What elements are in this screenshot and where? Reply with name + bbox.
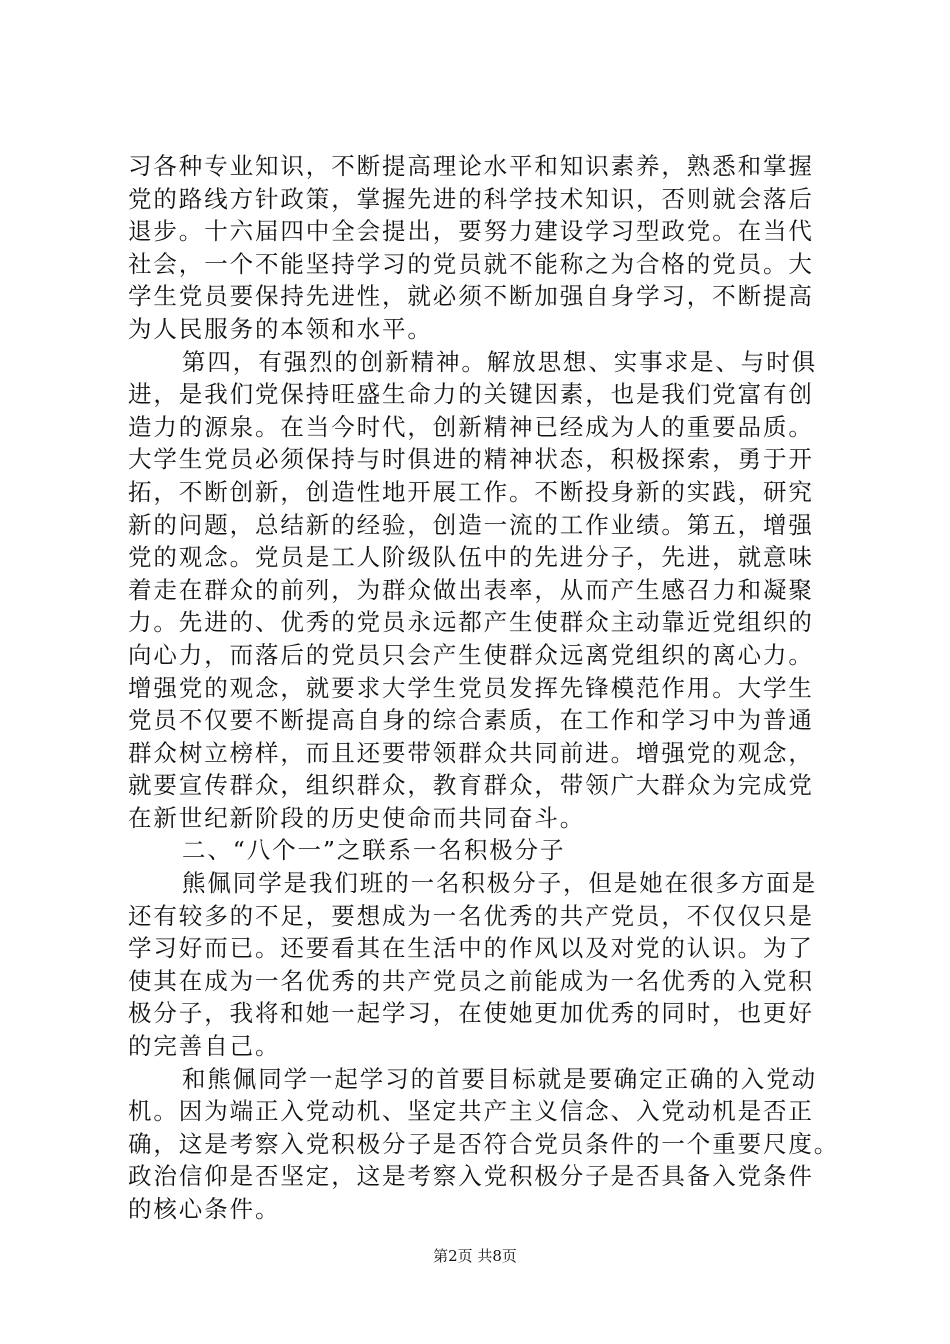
text-line: 向心力，而落后的党员只会产生使群众远离党组织的离心力。 (128, 640, 814, 669)
text-line: 确，这是考察入党积极分子是否符合党员条件的一个重要尺度。 (128, 1129, 840, 1158)
text-line: 习各种专业知识，不断提高理论水平和知识素养，熟悉和掌握 (128, 152, 814, 180)
text-line: 党的路线方针政策，掌握先进的科学技术知识，否则就会落后 (128, 184, 814, 213)
text-line: 为人民服务的本领和水平。 (128, 314, 433, 343)
text-line: 大学生党员必须保持与时俱进的精神状态，积极探索，勇于开 (128, 445, 814, 474)
text-line: 党员不仅要不断提高自身的综合素质，在工作和学习中为普通 (128, 706, 814, 735)
text-line: 增强党的观念，就要求大学生党员发挥先锋模范作用。大学生 (128, 673, 814, 702)
text-line: 在新世纪新阶段的历史使命而共同奋斗。 (128, 803, 586, 832)
text-line: 党的观念。党员是工人阶级队伍中的先进分子，先进，就意味 (128, 543, 814, 572)
paragraph-start-line: 和熊佩同学一起学习的首要目标就是要确定正确的入党动 (182, 1064, 817, 1093)
page-number: 第2页 共8页 (433, 1247, 517, 1265)
text-line: 使其在成为一名优秀的共产党员之前能成为一名优秀的入党积 (128, 966, 814, 995)
text-line: 学生党员要保持先进性，就必须不断加强自身学习，不断提高 (128, 282, 814, 311)
text-line: 力。先进的、优秀的党员永远都产生使群众主动靠近党组织的 (128, 608, 814, 637)
text-line: 着走在群众的前列，为群众做出表率，从而产生感召力和凝聚 (128, 575, 814, 604)
paragraph-start-line: 熊佩同学是我们班的一名积极分子，但是她在很多方面是 (182, 869, 817, 898)
section-heading: 二、“八个一”之联系一名积极分子 (182, 836, 566, 865)
text-line: 新的问题，总结新的经验，创造一流的工作业绩。第五，增强 (128, 510, 814, 539)
text-line: 群众树立榜样，而且还要带领群众共同前进。增强党的观念， (128, 738, 814, 767)
text-line: 就要宣传群众，组织群众，教育群众，带领广大群众为完成党 (128, 771, 814, 800)
text-line: 进，是我们党保持旺盛生命力的关键因素，也是我们党富有创 (128, 380, 814, 409)
text-line: 退步。十六届四中全会提出，要努力建设学习型政党。在当代 (128, 217, 814, 246)
text-line: 造力的源泉。在当今时代，创新精神已经成为人的重要品质。 (128, 412, 814, 441)
text-line: 社会，一个不能坚持学习的党员就不能称之为合格的党员。大 (128, 249, 814, 278)
text-line: 极分子，我将和她一起学习，在使她更加优秀的同时，也更好 (128, 999, 814, 1028)
text-line: 学习好而已。还要看其在生活中的作风以及对党的认识。为了 (128, 934, 814, 963)
text-line: 机。因为端正入党动机、坚定共产主义信念、入党动机是否正 (128, 1097, 814, 1126)
document-body (128, 150, 840, 1226)
text-line: 还有较多的不足，要想成为一名优秀的共产党员，不仅仅只是 (128, 901, 814, 930)
paragraph-start-line: 第四，有强烈的创新精神。解放思想、实事求是、与时俱 (182, 347, 817, 376)
text-line: 拓，不断创新，创造性地开展工作。不断投身新的实践，研究 (128, 477, 814, 506)
text-line: 的完善自己。 (128, 1032, 281, 1061)
text-line: 政治信仰是否坚定，这是考察入党积极分子是否具备入党条件 (128, 1162, 814, 1191)
text-line: 的核心条件。 (128, 1195, 281, 1223)
